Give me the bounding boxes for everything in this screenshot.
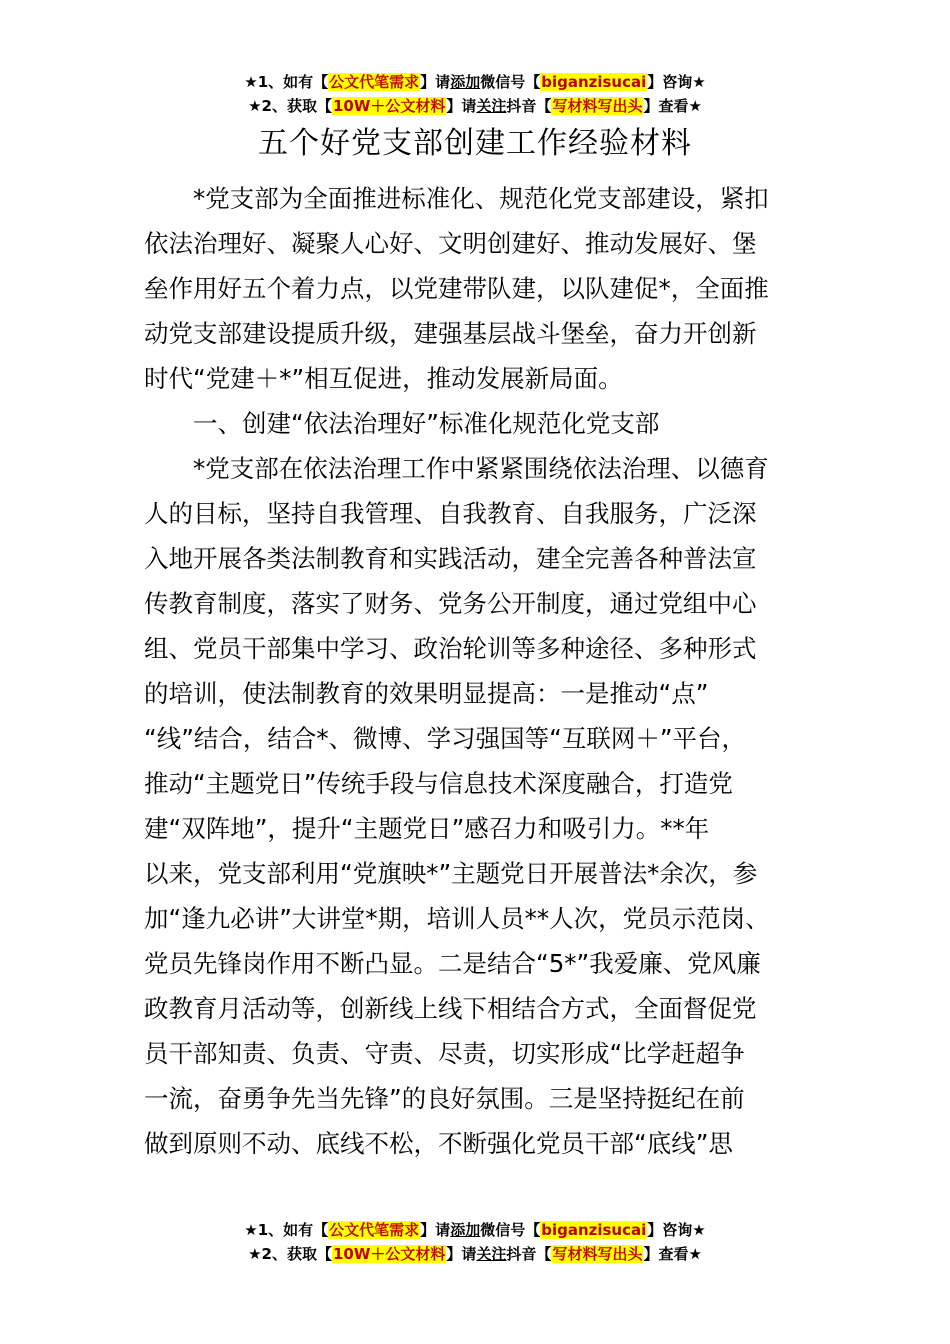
footer-banner — [0, 1218, 950, 1266]
banner-text-underlined: 添加 — [450, 73, 481, 91]
body-line: *党支部为全面推进标准化、规范化党支部建设，紧扣 — [144, 184, 769, 213]
body-line: 建“双阵地”，提升“主题党日”感召力和吸引力。**年 — [144, 814, 710, 843]
body-line: 推动“主题党日”传统手段与信息技术深度融合，打造党 — [144, 769, 733, 798]
body-line: 政教育月活动等，创新线上线下相结合方式，全面督促党 — [144, 994, 757, 1023]
body-line: 员干部知责、负责、守责、尽责，切实形成“比学赶超争 — [144, 1039, 745, 1068]
banner-text: 】请 — [420, 1221, 451, 1239]
section-heading: 一、创建“依法治理好”标准化规范化党支部 — [144, 409, 660, 438]
banner-text: 】咨询★ — [647, 1221, 706, 1239]
banner-line-1 — [0, 1218, 950, 1242]
highlight-wechat-id: biganzisucai — [541, 1221, 647, 1239]
body-line: 党员先锋岗作用不断凸显。二是结合“5*”我爱廉、党风廉 — [144, 949, 761, 978]
banner-text-underlined: 关注 — [476, 97, 507, 115]
body-line: 依法治理好、凝聚人心好、文明创建好、推动发展好、堡 — [144, 229, 757, 258]
body-line: 动党支部建设提质升级，建强基层战斗堡垒，奋力开创新 — [144, 319, 757, 348]
highlight-materials: 10W＋公文材料 — [332, 1245, 446, 1263]
banner-text: 】请 — [446, 97, 477, 115]
banner-text-underlined: 关注 — [476, 1245, 507, 1263]
banner-text: 微信号【 — [480, 73, 541, 91]
banner-line-1 — [0, 70, 950, 94]
body-line: 人的目标，坚持自我管理、自我教育、自我服务，广泛深 — [144, 499, 757, 528]
banner-text: 抖音【 — [506, 1245, 552, 1263]
body-line: 做到原则不动、底线不松，不断强化党员干部“底线”思 — [144, 1129, 733, 1158]
body-line: *党支部在依法治理工作中紧紧围绕依法治理、以德育 — [144, 454, 769, 483]
body-line: 垒作用好五个着力点，以党建带队建，以队建促*，全面推 — [144, 274, 769, 303]
header-banner — [0, 70, 950, 118]
highlight-douyin-account: 写材料写出头 — [552, 97, 643, 115]
document-body — [144, 176, 834, 1166]
body-line: 入地开展各类法制教育和实践活动，建全完善各种普法宣 — [144, 544, 757, 573]
banner-line-2 — [0, 1242, 950, 1266]
banner-text: 】查看★ — [643, 1245, 702, 1263]
banner-text: 】请 — [446, 1245, 477, 1263]
banner-text: ★2、获取【 — [248, 1245, 332, 1263]
body-line: 的培训，使法制教育的效果明显提高：一是推动“点” — [144, 679, 709, 708]
highlight-service: 公文代笔需求 — [329, 73, 420, 91]
body-line: 一流，奋勇争先当先锋”的良好氛围。三是坚持挺纪在前 — [144, 1084, 745, 1113]
highlight-wechat-id: biganzisucai — [541, 73, 647, 91]
banner-line-2 — [0, 94, 950, 118]
body-line: 组、党员干部集中学习、政治轮训等多种途径、多种形式 — [144, 634, 757, 663]
body-line: 以来，党支部利用“党旗映*”主题党日开展普法*余次，参 — [144, 859, 758, 888]
body-line: “线”结合，结合*、微博、学习强国等“互联网＋”平台， — [144, 724, 747, 753]
banner-text: ★2、获取【 — [248, 97, 332, 115]
highlight-douyin-account: 写材料写出头 — [552, 1245, 643, 1263]
banner-text: ★1、如有【 — [244, 73, 329, 91]
banner-text: 】查看★ — [643, 97, 702, 115]
banner-text-underlined: 添加 — [450, 1221, 481, 1239]
document-title: 五个好党支部创建工作经验材料 — [258, 126, 692, 161]
body-line: 传教育制度，落实了财务、党务公开制度，通过党组中心 — [144, 589, 757, 618]
banner-text: 抖音【 — [506, 97, 552, 115]
banner-text: 微信号【 — [480, 1221, 541, 1239]
banner-text: ★1、如有【 — [244, 1221, 329, 1239]
banner-text: 】请 — [420, 73, 451, 91]
banner-text: 】咨询★ — [647, 73, 706, 91]
highlight-materials: 10W＋公文材料 — [332, 97, 446, 115]
highlight-service: 公文代笔需求 — [329, 1221, 420, 1239]
body-line: 加“逢九必讲”大讲堂*期，培训人员**人次，党员示范岗、 — [144, 904, 770, 933]
body-line: 时代“党建＋*”相互促进，推动发展新局面。 — [144, 364, 623, 393]
